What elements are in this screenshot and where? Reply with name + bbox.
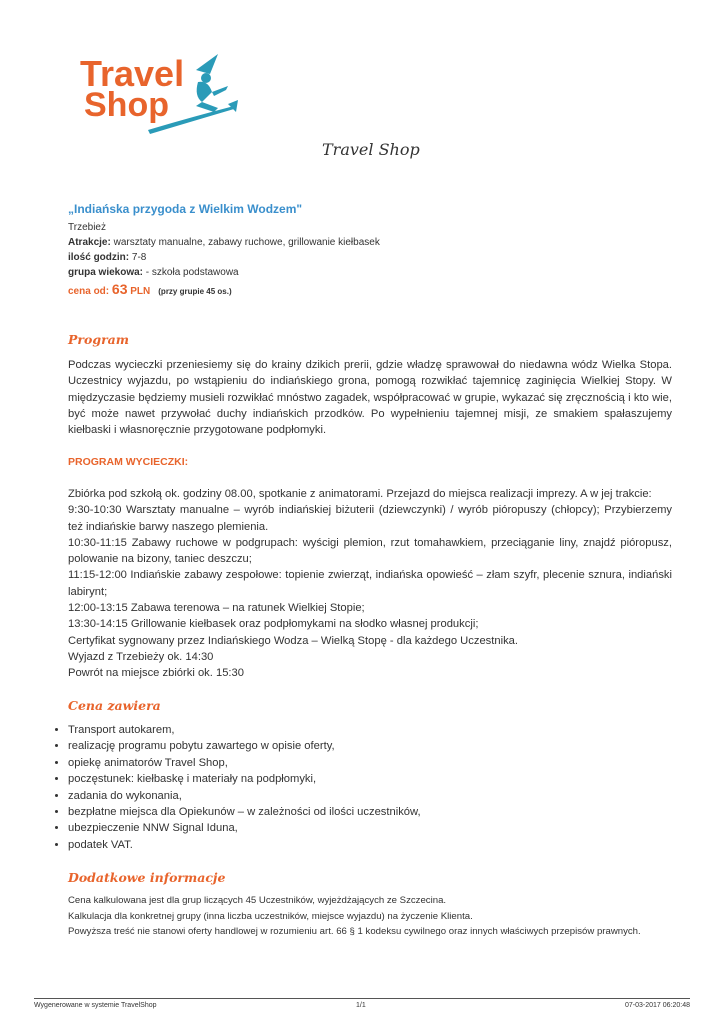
includes-heading: Cena zawiera xyxy=(68,698,161,713)
offer-age xyxy=(68,265,668,280)
list-item: • opiekę animatorów Travel Shop, xyxy=(68,755,421,771)
schedule-line: Certyfikat sygnowany przez Indiańskiego Wodza – Wielką Stopę - dla każdego Uczestnika. xyxy=(68,634,519,647)
price-label: cena od: xyxy=(68,286,110,297)
attractions-value: warsztaty manualne, zabawy ruchowe, grillowanie kiełbasek xyxy=(113,237,380,248)
list-item: • podatek VAT. xyxy=(68,837,421,853)
schedule-line: Powrót na miejsce zbiórki ok. 15:30 xyxy=(68,667,244,680)
schedule-line: 11:15-12:00 Indiańskie zabawy zespołowe: topienie zwierząt, indiańska opowieść – złam szyfr, plecenie sznura, indiański labirynt; xyxy=(68,569,672,598)
logo-line1: Travel xyxy=(80,53,185,94)
extra-info xyxy=(68,893,658,940)
list-item: • bezpłatne miejsca dla Opiekunów – w zależności od ilości uczestników, xyxy=(68,804,421,820)
extra-line: Powyższa treść nie stanowi oferty handlowej w rozumieniu art. 66 § 1 kodeksu cywilnego oraz innych właściwych przepisów prawnych. xyxy=(68,926,641,937)
list-item: • ubezpieczenie NNW Signal Iduna, xyxy=(68,820,421,836)
schedule-line: 10:30-11:15 Zabawy ruchowe w podgrupach: wyścigi plemion, rzut tomahawkiem, przeciąganie liny, znajdź pióropusz, polowanie na bizony, taniec deszczu; xyxy=(68,536,672,566)
schedule-line: 13:30-14:15 Grillowanie kiełbasek oraz podpłomykami na słodko własnej produkcji; xyxy=(68,618,479,631)
schedule-heading: PROGRAM WYCIECZKI: xyxy=(68,456,189,468)
extra-line: Cena kalkulowana jest dla grup liczących 45 Uczestników, wyjeżdżających ze Szczecina. xyxy=(68,895,447,906)
logo-line2: Shop xyxy=(84,86,169,124)
schedule-text xyxy=(68,486,672,682)
offer-attractions xyxy=(68,235,668,250)
travel-shop-logo xyxy=(78,52,238,138)
hours-label: ilość godzin: xyxy=(68,252,130,263)
offer-location: Trzebież xyxy=(68,222,106,233)
schedule-line: Zbiórka pod szkołą ok. godziny 08.00, spotkanie z animatorami. Przejazd do miejsca realizacji imprezy. A w jej trakcie: xyxy=(68,488,652,500)
price-value: 63 xyxy=(111,281,128,297)
schedule-line: 12:00-13:15 Zabawa terenowa – na ratunek Wielkiej Stopie; xyxy=(68,602,365,615)
price-currency: PLN xyxy=(130,286,151,297)
footer-timestamp: 07-03-2017 06:20:48 xyxy=(625,1002,690,1009)
footer-generated: Wygenerowane w systemie TravelShop xyxy=(34,1002,157,1009)
offer-hours xyxy=(68,250,668,265)
schedule-line: 9:30-10:30 Warsztaty manualne – wyrób indiańskiej biżuterii (dziewczynki) / wyrób pióropuszy (chłopcy); Przybierzemy też indiańskie barwy naszego plemienia. xyxy=(68,504,672,533)
footer-page-number: 1/1 xyxy=(356,1002,366,1009)
offer-name: „Indiańska przygoda z Wielkim Wodzem" xyxy=(68,202,303,216)
extra-line: Kalkulacja dla konkretnej grupy (inna liczba uczestników, miejsce wyjazdu) na życzenie Klienta. xyxy=(68,910,473,922)
list-item: • zadania do wykonania, xyxy=(68,788,421,804)
extra-heading: Dodatkowe informacje xyxy=(68,870,226,885)
program-heading: Program xyxy=(68,332,129,347)
schedule-line: Wyjazd z Trzebieży ok. 14:30 xyxy=(68,650,214,663)
includes-list xyxy=(52,722,421,853)
program-text xyxy=(68,357,672,438)
offer-summary xyxy=(68,202,668,300)
list-item: • realizację programu pobytu zawartego w opisie oferty, xyxy=(68,738,421,754)
page-footer xyxy=(34,998,690,1009)
attractions-label: Atrakcje: xyxy=(68,237,111,248)
age-label: grupa wiekowa: xyxy=(68,267,144,278)
list-item: • Transport autokarem, xyxy=(68,722,421,738)
price-note: (przy grupie 45 os.) xyxy=(158,287,232,296)
hours-value: 7-8 xyxy=(131,252,147,263)
program-paragraph: Podczas wycieczki przeniesiemy się do krainy dzikich prerii, gdzie władzę sprawował do niedawna wódz Wielka Stopa. Uczestnicy wyjazdu, po wstąpieniu do indiańskiego grona, pomogą rozwikłać tajemnicę zaginięcia Wielkiej Stopy. W międzyczasie będziemy musieli rozwikłać mnóstwo zagadek, współpracować w grupie, wykazać się zręcznością i kto wie, być może nawet przywołać duchy indiańskich przodków. Po wypełnieniu tajemnej misji, ze smakiem spałaszujemy kiełbaski i własnoręcznie przygotowane podpłomyki. xyxy=(68,359,672,437)
document-title: Travel Shop xyxy=(322,140,420,159)
list-item: • poczęstunek: kiełbaskę i materiały na podpłomyki, xyxy=(68,771,421,787)
age-value: - szkoła podstawowa xyxy=(145,267,239,278)
offer-price xyxy=(68,281,668,300)
